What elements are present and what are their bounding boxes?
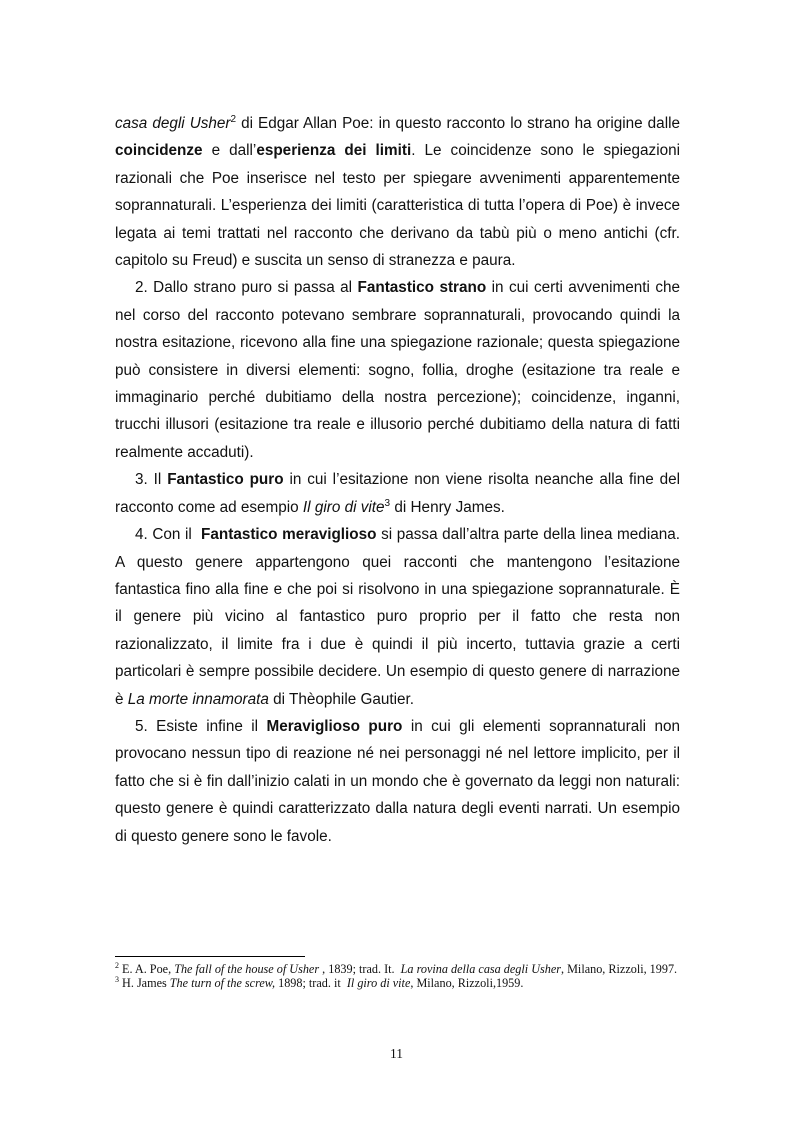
paragraph-fantastico-meraviglioso: 4. Con il Fantastico meraviglioso si passa dall’altra parte della linea mediana. A questo genere appartengono quei racconti che mantengono l’esitazione fantastica fino alla fine e che poi si risolvono in una spiegazione soprannaturale. È il genere più vicino al fantastico puro proprio per il fatto che resta non razionalizzato, il limite fra i due è quindi il più incerto, tuttavia grazie a certi particolari è sempre possibile decidere. Un esempio di questo genere di narrazione è La morte innamorata di Thèophile Gautier. (115, 526, 680, 708)
footnotes (115, 962, 687, 990)
footnote-ref-2[interactable]: 2 (230, 113, 237, 125)
paragraph-fantastico-puro: 3. Il Fantastico puro in cui l’esitazione non viene risolta neanche alla fine del racconto come ad esempio Il giro di vite$^3$ di Henry James. (115, 471, 681, 516)
page-number: 11 (390, 1046, 403, 1061)
footnote-2: $^2$ E. A. Poe, The fall of the house of Usher , 1839; trad. It. La rovina della casa degli Usher, Milano, Rizzoli, 1997. (115, 960, 678, 976)
footnote-3: $^3$ H. James The turn of the screw, 1898; trad. it Il giro di vite, Milano, Rizzoli,1959. (115, 975, 524, 991)
paragraph-meraviglioso-puro: 5. Esiste infine il Meraviglioso puro in cui gli elementi soprannaturali non provocano nessun tipo di reazione né nei personaggi né nel lettore implicito, per il fatto che si è fin dall’inizio calati in un mondo che è governato da leggi non naturali: questo genere è quindi caratterizzato dalla natura degli eventi narrati. Un esempio di questo genere sono le favole. (115, 717, 680, 845)
paragraph-fantastico-strano: 2. Dallo strano puro si passa al Fantastico strano in cui certi avvenimenti che nel corso del racconto potevano sembrare soprannaturali, provocando quindi la nostra esitazione, ricevono alla fine una spiegazione razionale; questa spiegazione può consistere in diversi elementi: sogno, follia, droghe (esitazione tra reale e immaginario perché dubitiamo della nostra percezione); coincidenze, inganni, trucchi illusori (esitazione tra reale e illusorio perché dubitiamo della natura di fatti realmente accaduti). (115, 279, 680, 461)
main-text (115, 110, 680, 850)
paragraph-continuation: casa degli Usher$^2$ di Edgar Allan Poe: in questo racconto lo strano ha origine dalle coincidenze e dall’esperienza dei limiti. Le coincidenze sono le spiegazioni razionali che Poe inserisce nel testo per spiegare avvenimenti apparentemente soprannaturali. L’esperienza dei limiti (caratteristica di tutta l’opera di Poe) è invece legata ai temi trattati nel racconto che derivano da tabù più o meno antichi (cfr. capitolo su Freud) e suscita un senso di stranezza e paura. (115, 113, 681, 270)
footnote-separator (115, 956, 305, 957)
footnote-ref-3[interactable]: 3 (384, 497, 391, 509)
